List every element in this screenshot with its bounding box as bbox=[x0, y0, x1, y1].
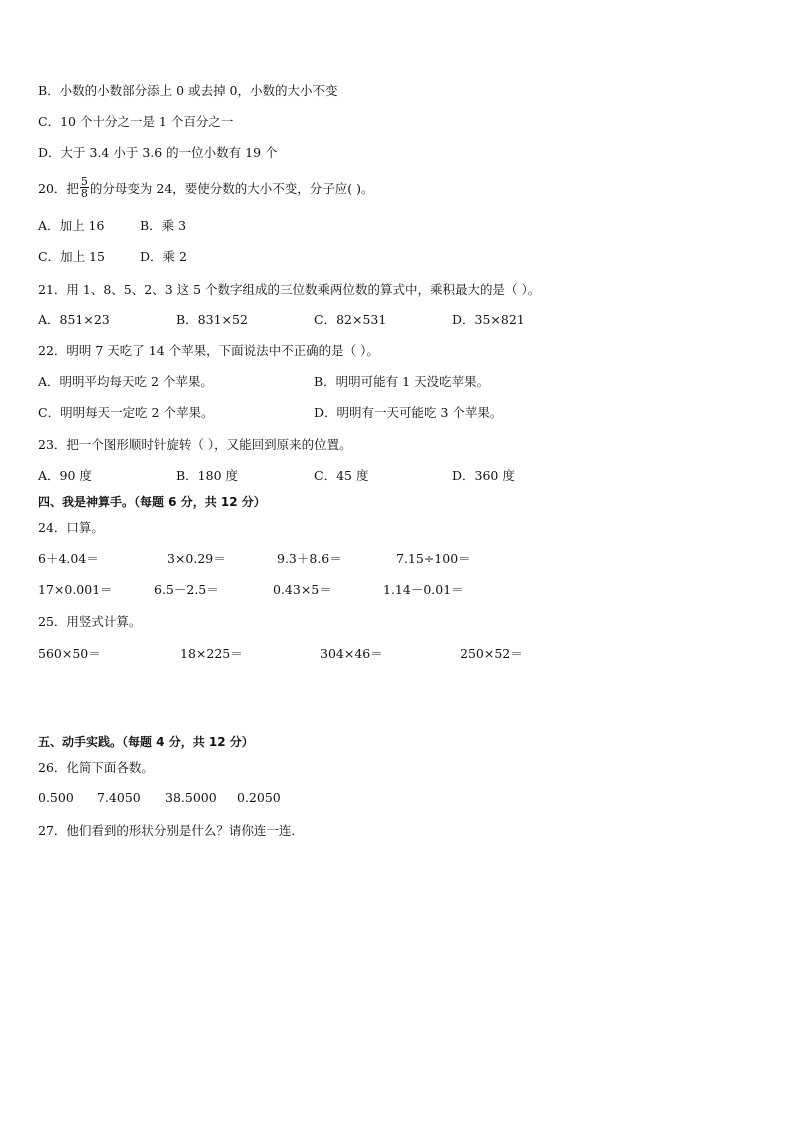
q23-option-d: D．360 度 bbox=[452, 468, 515, 483]
q21-option-b: B．831×52 bbox=[176, 312, 248, 327]
calc-item: 3×0.29＝ bbox=[167, 551, 226, 566]
q19-option-c: C．10 个十分之一是 1 个百分之一 bbox=[38, 114, 234, 129]
q22-option-c: C．明明每天一定吃 2 个苹果。 bbox=[38, 405, 214, 420]
calc-item: 1.14－0.01＝ bbox=[383, 582, 464, 597]
calc-item: 304×46＝ bbox=[320, 646, 383, 661]
q26-stem: 26．化简下面各数。 bbox=[38, 760, 154, 775]
q21-option-a: A．851×23 bbox=[38, 312, 110, 327]
q22-option-a: A．明明平均每天吃 2 个苹果。 bbox=[38, 374, 213, 389]
q27-stem: 27．他们看到的形状分别是什么？请你连一连． bbox=[38, 823, 304, 838]
fraction-five-eighths bbox=[80, 176, 89, 199]
q20-option-b: B．乘 3 bbox=[140, 218, 187, 233]
section-5-heading: 五、动手实践。（每题 4 分，共 12 分） bbox=[38, 735, 254, 749]
q20-prefix: 20．把 bbox=[38, 181, 79, 196]
q21-stem: 21．用 1、8、5、2、3 这 5 个数字组成的三位数乘两位数的算式中，乘积最大的是（ ）。 bbox=[38, 282, 541, 297]
q22-stem: 22．明明 7 天吃了 14 个苹果，下面说法中不正确的是（ ）。 bbox=[38, 343, 379, 358]
q20-suffix: 的分母变为 24，要使分数的大小不变，分子应( )。 bbox=[89, 181, 374, 196]
number-item: 0.500 bbox=[38, 790, 74, 805]
calc-item: 6＋4.04＝ bbox=[38, 551, 99, 566]
calc-item: 18×225＝ bbox=[180, 646, 243, 661]
calc-item: 250×52＝ bbox=[460, 646, 523, 661]
q21-option-d: D．35×821 bbox=[452, 312, 525, 327]
q20-option-a: A．加上 16 bbox=[38, 218, 105, 233]
q22-option-d: D．明明有一天可能吃 3 个苹果。 bbox=[314, 405, 503, 420]
q23-option-a: A．90 度 bbox=[38, 468, 92, 483]
q23-stem: 23．把一个图形顺时针旋转（ ），又能回到原来的位置。 bbox=[38, 437, 352, 452]
q23-option-b: B．180 度 bbox=[176, 468, 239, 483]
q20-option-d: D．乘 2 bbox=[140, 249, 187, 264]
calc-item: 0.43×5＝ bbox=[273, 582, 332, 597]
q25-stem: 25．用竖式计算。 bbox=[38, 614, 142, 629]
fraction-numerator: 5 bbox=[80, 175, 88, 188]
q22-option-b: B．明明可能有 1 天没吃苹果。 bbox=[314, 374, 490, 389]
q20-stem bbox=[38, 175, 374, 201]
q19-option-d: D．大于 3.4 小于 3.6 的一位小数有 19 个 bbox=[38, 145, 278, 160]
calc-item: 560×50＝ bbox=[38, 646, 101, 661]
number-item: 0.2050 bbox=[237, 790, 281, 805]
q21-option-c: C．82×531 bbox=[314, 312, 387, 327]
calc-item: 7.15÷100＝ bbox=[396, 551, 471, 566]
calc-item: 17×0.001＝ bbox=[38, 582, 113, 597]
number-item: 7.4050 bbox=[97, 790, 141, 805]
fraction-denominator: 8 bbox=[80, 187, 88, 200]
q24-stem: 24．口算。 bbox=[38, 520, 104, 535]
calc-item: 9.3＋8.6＝ bbox=[277, 551, 342, 566]
number-item: 38.5000 bbox=[165, 790, 217, 805]
section-4-heading: 四、我是神算手。（每题 6 分，共 12 分） bbox=[38, 495, 266, 509]
q19-option-b: B．小数的小数部分添上 0 或去掉 0，小数的大小不变 bbox=[38, 83, 338, 98]
q23-option-c: C．45 度 bbox=[314, 468, 369, 483]
q20-option-c: C．加上 15 bbox=[38, 249, 105, 264]
calc-item: 6.5－2.5＝ bbox=[154, 582, 219, 597]
